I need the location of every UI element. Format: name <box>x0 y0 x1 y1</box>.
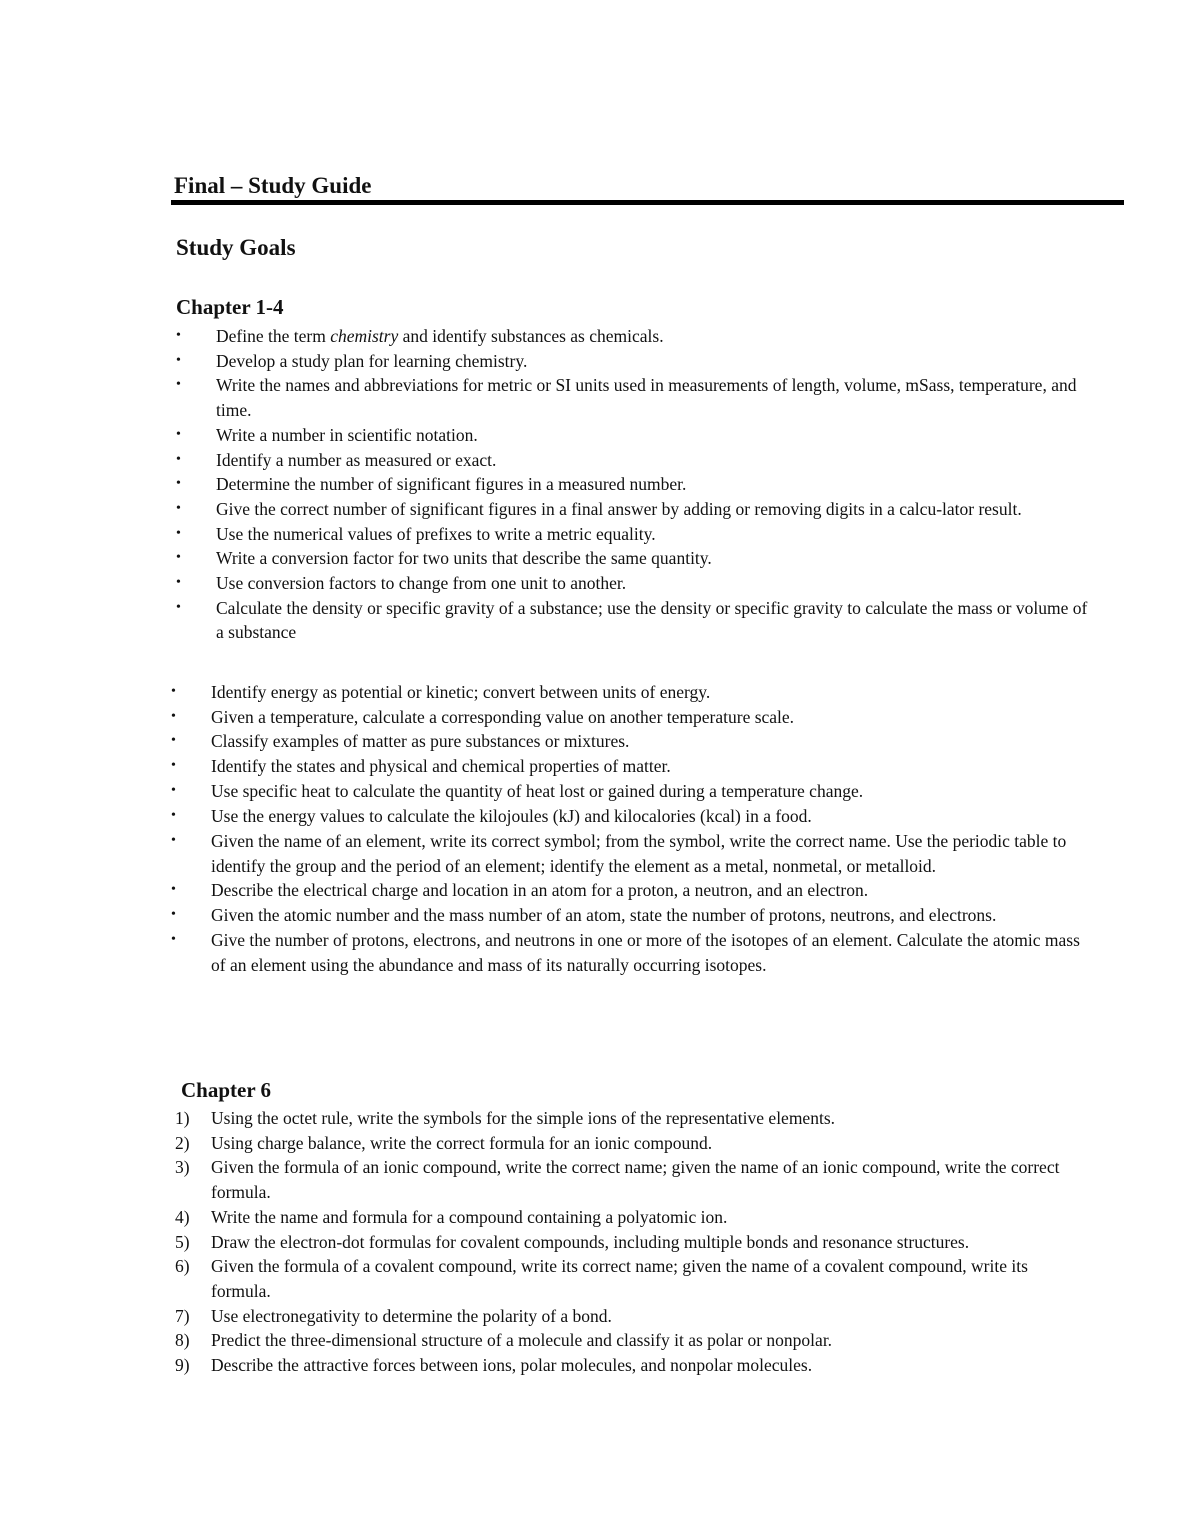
section-title: Study Goals <box>176 235 296 260</box>
list-item-text: Give the correct number of significant figures in a final answer by adding or removing digits in a calcu-lator result. <box>216 498 1022 519</box>
list-item-text: Describe the electrical charge and location in an atom for a proton, a neutron, and an electron. <box>211 880 869 901</box>
list-item-text: Define the term <box>216 326 331 346</box>
list-number: 4) <box>175 1206 190 1227</box>
bullet-icon: • <box>176 525 181 541</box>
bullet-icon: • <box>171 758 176 774</box>
title-rule <box>171 200 1124 205</box>
list-item <box>171 1328 1091 1353</box>
chapter-1-4-heading: Chapter 1-4 <box>176 295 284 319</box>
bullet-icon: • <box>176 599 181 615</box>
list-item-text: Use conversion factors to change from one unit to another. <box>216 573 627 594</box>
list-number: 6) <box>175 1256 190 1277</box>
list-item <box>171 804 1091 829</box>
list-item <box>171 1254 1091 1303</box>
bullet-icon: • <box>171 708 176 724</box>
list-item <box>171 1205 1091 1230</box>
list-item-text: Given the formula of a covalent compound, write its correct name; given the name of a covalent compound, write its formula. <box>211 1256 1028 1301</box>
bullet-icon: • <box>176 352 181 368</box>
bullet-icon: • <box>176 500 181 516</box>
list-item <box>176 349 1096 374</box>
list-number: 2) <box>175 1132 190 1153</box>
list-item-text: Identify a number as measured or exact. <box>216 449 497 470</box>
list-item <box>176 423 1096 448</box>
bullet-icon: • <box>171 882 176 898</box>
emphasis-text: chemistry <box>330 326 399 346</box>
list-item <box>171 1155 1091 1204</box>
list-item <box>176 472 1096 497</box>
bullet-icon: • <box>171 807 176 823</box>
list-item-text: Given a temperature, calculate a corresponding value on another temperature scale. <box>211 706 795 727</box>
list-item <box>176 497 1096 522</box>
list-item-text: Develop a study plan for learning chemistry. <box>216 350 528 371</box>
list-item-text: Describe the attractive forces between ions, polar molecules, and nonpolar molecules. <box>211 1355 813 1376</box>
bullet-icon: • <box>176 328 181 343</box>
list-item-text: Use specific heat to calculate the quantity of heat lost or gained during a temperature change. <box>211 780 864 801</box>
list-item <box>176 596 1096 645</box>
list-item-text: Use the energy values to calculate the kilojoules (kJ) and kilocalories (kcal) in a food. <box>211 805 812 826</box>
list-item-text: Write the names and abbreviations for metric or SI units used in measurements of length, volume, mSass, temperature, and time. <box>216 375 1077 421</box>
document-title: Final – Study Guide <box>174 173 372 198</box>
bullet-icon: • <box>176 451 181 467</box>
list-item <box>171 829 1091 878</box>
list-number: 1) <box>175 1108 190 1128</box>
list-item-text: Use electronegativity to determine the polarity of a bond. <box>211 1305 612 1326</box>
list-item-text: Classify examples of matter as pure substances or mixtures. <box>211 731 630 752</box>
list-item <box>171 754 1091 779</box>
list-item-text: Given the formula of an ionic compound, write the correct name; given the name of an ionic compound, write the correct formula. <box>211 1157 1060 1203</box>
bullet-icon: • <box>176 377 181 393</box>
list-item <box>176 373 1096 422</box>
list-item-text: Identify the states and physical and chemical properties of matter. <box>211 756 671 777</box>
bullet-icon: • <box>171 733 176 749</box>
bullet-icon: • <box>176 476 181 492</box>
bullet-icon: • <box>171 684 176 699</box>
chapter-6-goals-list <box>171 1106 1091 1378</box>
bullet-icon: • <box>176 575 181 591</box>
list-item <box>171 1131 1091 1156</box>
list-item-text: Give the number of protons, electrons, and neutrons in one or more of the isotopes of an element. Calculate the atomic mass of an element using the abundance and mass of its naturally occurring isotopes. <box>211 929 1080 975</box>
bullet-icon: • <box>176 426 181 442</box>
list-item-text: Given the name of an element, write its correct symbol; from the symbol, write the correct name. Use the periodic table to identify the group and the period of an element; identify the element as a metal, nonmetal, or metalloid. <box>211 831 1067 876</box>
chapter-6-heading: Chapter 6 <box>181 1078 272 1102</box>
list-number: 9) <box>175 1355 190 1376</box>
list-number: 3) <box>175 1157 190 1178</box>
list-item <box>176 448 1096 473</box>
bullet-icon: • <box>171 907 176 923</box>
list-item <box>171 1230 1091 1255</box>
list-item-text: Write a conversion factor for two units that describe the same quantity. <box>216 548 712 569</box>
list-number: 7) <box>175 1305 190 1326</box>
list-item <box>171 1304 1091 1329</box>
list-item-text: Calculate the density or specific gravity of a substance; use the density or specific gravity to calculate the mass or volume of a substance <box>216 597 1088 643</box>
list-item-text: Using the octet rule, write the symbols for the simple ions of the representative elements. <box>211 1108 836 1128</box>
list-item <box>176 546 1096 571</box>
list-item-text: Draw the electron-dot formulas for covalent compounds, including multiple bonds and resonance structures. <box>211 1231 970 1252</box>
list-item <box>176 324 1096 349</box>
bullet-icon: • <box>171 833 176 848</box>
list-item <box>171 878 1091 903</box>
list-item <box>171 1106 1091 1131</box>
chapter-1-4-goals-list-2 <box>171 680 1091 828</box>
list-item <box>171 928 1091 977</box>
list-item-text: Predict the three-dimensional structure of a molecule and classify it as polar or nonpolar. <box>211 1330 833 1351</box>
list-item <box>171 729 1091 754</box>
bullet-icon: • <box>176 550 181 566</box>
list-number: 5) <box>175 1231 190 1252</box>
list-item-text: and identify substances as chemicals. <box>398 326 664 346</box>
chapter-1-4-goals-list-3 <box>171 829 1091 977</box>
bullet-icon: • <box>171 782 176 798</box>
list-item <box>176 571 1096 596</box>
list-item-text: Using charge balance, write the correct formula for an ionic compound. <box>211 1132 713 1153</box>
list-item-text: Given the atomic number and the mass number of an atom, state the number of protons, neutrons, and electrons. <box>211 905 997 926</box>
list-item <box>171 680 1091 705</box>
list-item-text: Identify energy as potential or kinetic; convert between units of energy. <box>211 682 711 702</box>
list-item <box>171 779 1091 804</box>
bullet-icon: • <box>171 931 176 947</box>
list-number: 8) <box>175 1330 190 1351</box>
list-item-text: Write the name and formula for a compound containing a polyatomic ion. <box>211 1206 728 1227</box>
chapter-1-4-goals-list-1 <box>176 324 1096 645</box>
list-item <box>171 705 1091 730</box>
list-item <box>171 1353 1091 1378</box>
list-item-text: Determine the number of significant figures in a measured number. <box>216 474 687 495</box>
list-item <box>171 903 1091 928</box>
list-item <box>176 522 1096 547</box>
list-item-text: Use the numerical values of prefixes to write a metric equality. <box>216 523 656 544</box>
list-item-text: Write a number in scientific notation. <box>216 424 478 445</box>
